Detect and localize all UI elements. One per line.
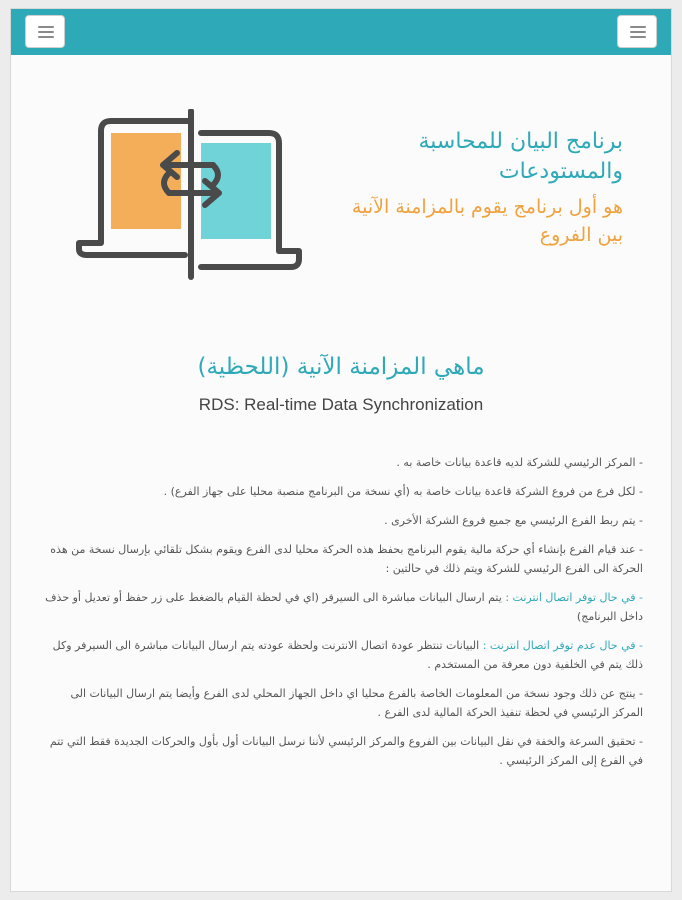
paragraph <box>41 511 643 530</box>
paragraph <box>41 684 643 722</box>
paragraph <box>41 636 643 674</box>
paragraph-text: - تحقيق السرعة والخفة في نقل البيانات بين الفروع والمركز الرئيسي لأننا نرسل البيانات أول بأول والحركات الجديدة فقط التي تتم في الفرع إلى المركز الرئيسي . <box>49 735 643 767</box>
paragraph <box>41 453 643 472</box>
paragraph-text: البيانات تنتظر عودة اتصال الانترنت ولحظة عودته يتم ارسال البيانات مباشرة الى السيرفر وكل ذلك يتم في الخلفية دون معرفة من المستخدم . <box>52 639 643 671</box>
hamburger-icon <box>38 26 54 41</box>
hero-subtitle: هو أول برنامج يقوم بالمزامنة الآنية بين الفروع <box>351 196 623 246</box>
paragraph <box>41 588 643 626</box>
hamburger-icon <box>630 26 646 41</box>
paragraph-text: - يتم ربط الفرع الرئيسي مع جميع فروع الشركة الأخرى . <box>384 514 643 527</box>
paragraph-text: - المركز الرئيسي للشركة لديه قاعدة بيانات خاصة به . <box>396 456 643 469</box>
menu-toggle-button-left[interactable] <box>25 15 65 48</box>
section-title: ماهي المزامنة الآنية (اللحظية) <box>197 354 485 380</box>
paragraph-text: يتم ارسال البيانات مباشرة الى السيرفر (اي في لحظة القيام بالضغط على زر حفظ أو تعديل أو حذف داخل البرنامج) <box>45 591 643 623</box>
paragraph-text: - لكل فرع من فروع الشركة قاعدة بيانات خاصة به (أي نسخة من البرنامج منصبة محليا على جهاز الفرع) . <box>163 485 643 498</box>
page-frame <box>10 8 672 892</box>
paragraph <box>41 482 643 501</box>
paragraph-highlight: - في حال توفر اتصال انترنت : <box>505 591 643 604</box>
content-body <box>41 453 643 780</box>
paragraph <box>41 732 643 770</box>
top-navbar <box>11 9 671 55</box>
hero-title: برنامج البيان للمحاسبة والمستودعات <box>418 129 623 184</box>
laptop-sync-icon <box>73 109 303 289</box>
paragraph-text: - عند قيام الفرع بإنشاء أي حركة مالية يقوم البرنامج بحفظ هذه الحركة محليا لدى الفرع ويقوم بشكل تلقائي بإرسال نسخة من هذه الحركة الى الفرع الرئيسي للشركة ويتم ذلك في حالتين : <box>50 543 643 575</box>
menu-toggle-button-right[interactable] <box>617 15 657 48</box>
paragraph-highlight: - في حال عدم توفر اتصال انترنت : <box>482 639 643 652</box>
paragraph-text: - ينتج عن ذلك وجود نسخة من المعلومات الخاصة بالفرع محليا اي داخل الجهاز المحلي لدى الفرع وأيضا يتم ارسال البيانات الى المركز الرئيسي في لحظة تنفيذ الحركة المالية لدى الفرع . <box>70 687 643 719</box>
hero-text <box>323 127 623 249</box>
paragraph <box>41 540 643 578</box>
section-subtitle: RDS: Real-time Data Synchronization <box>198 395 484 414</box>
